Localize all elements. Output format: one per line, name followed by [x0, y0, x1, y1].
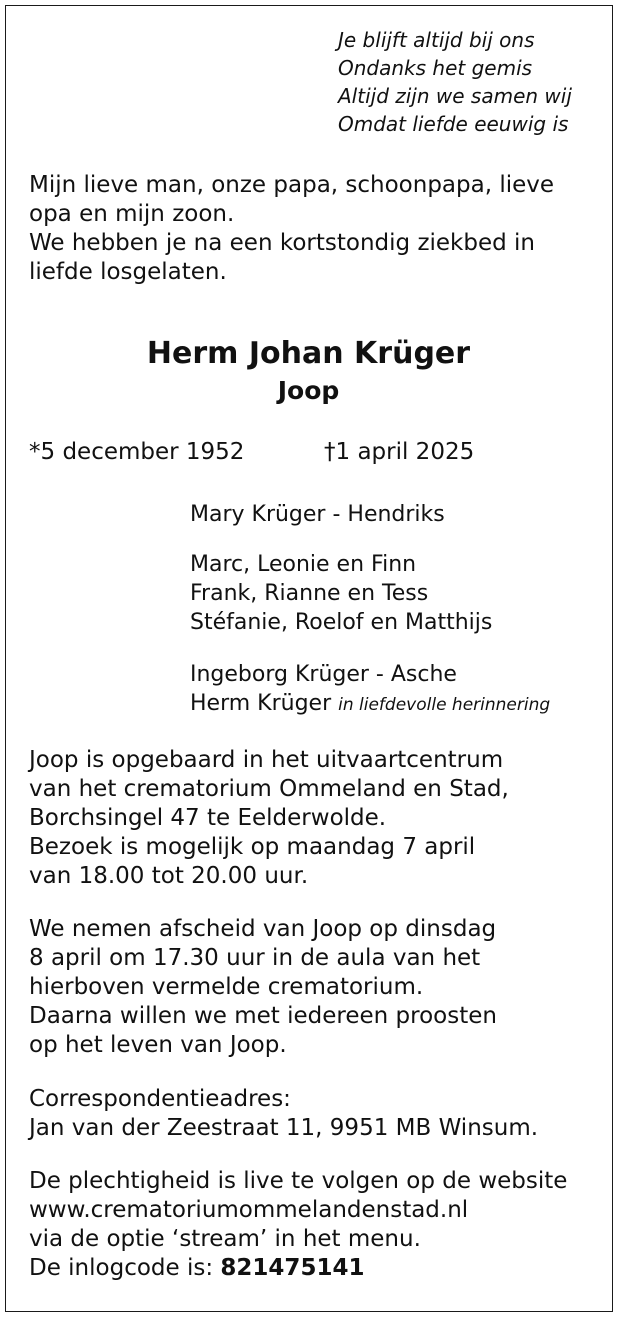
- death-date: †1 april 2025: [324, 439, 475, 465]
- correspondence-address: Jan van der Zeestraat 11, 9951 MB Winsum.: [29, 1115, 539, 1141]
- farewell-line: We nemen afscheid van Joop op dinsdag: [29, 916, 497, 942]
- parent-name: Ingeborg Krüger - Asche: [190, 662, 457, 687]
- viewing-line: Joop is opgebaard in het uitvaartcentrum: [29, 747, 504, 773]
- intro-line: We hebben je na een kortstondig ziekbed in: [29, 230, 535, 256]
- birth-date: *5 december 1952: [29, 439, 245, 465]
- parent-name: Herm Krüger: [190, 691, 332, 716]
- viewing-line: Borchsingel 47 te Eelderwolde.: [29, 805, 387, 831]
- login-line: [29, 1254, 567, 1283]
- farewell-line: 8 april om 17.30 uur in de aula van het: [29, 945, 481, 971]
- spouse-name: Mary Krüger - Hendriks: [190, 502, 445, 527]
- intro-text: [29, 171, 554, 287]
- parent-line: [190, 689, 550, 720]
- viewing-line: Bezoek is mogelijk op maandag 7 april: [29, 834, 476, 860]
- viewing-info: [29, 746, 509, 891]
- death-notice-card: [5, 5, 613, 1312]
- farewell-line: op het leven van Joop.: [29, 1032, 287, 1058]
- poem-line: Ondanks het gemis: [338, 56, 533, 80]
- poem-line: Altijd zijn we samen wij: [338, 84, 572, 108]
- poem-line: Omdat liefde eeuwig is: [338, 112, 569, 136]
- livestream-info: [29, 1167, 567, 1283]
- deceased-name: Herm Johan Krüger: [146, 336, 471, 371]
- memorial-note: in liefdevolle herinnering: [338, 695, 551, 715]
- deceased-nickname: Joop: [277, 376, 340, 405]
- poem-line: Je blijft altijd bij ons: [338, 28, 535, 52]
- viewing-line: van 18.00 tot 20.00 uur.: [29, 863, 309, 889]
- correspondence-info: [29, 1085, 538, 1143]
- correspondence-label: Correspondentieadres:: [29, 1086, 291, 1112]
- livestream-line: via de optie ‘stream’ in het menu.: [29, 1226, 421, 1252]
- viewing-line: van het crematorium Ommeland en Stad,: [29, 776, 509, 802]
- intro-line: Mijn lieve man, onze papa, schoonpapa, lieve: [29, 172, 555, 198]
- child-family: Stéfanie, Roelof en Matthijs: [190, 610, 493, 635]
- intro-line: opa en mijn zoon.: [29, 201, 235, 227]
- farewell-info: [29, 915, 497, 1060]
- child-family: Marc, Leonie en Finn: [190, 552, 417, 577]
- children-list: [190, 550, 492, 637]
- login-code: 821475141: [220, 1255, 365, 1281]
- parents-list: [190, 660, 550, 720]
- child-family: Frank, Rianne en Tess: [190, 581, 429, 606]
- poem: [338, 26, 572, 138]
- farewell-line: hierboven vermelde crematorium.: [29, 974, 424, 1000]
- farewell-line: Daarna willen we met iedereen proosten: [29, 1003, 497, 1029]
- login-label: De inlogcode is:: [29, 1255, 214, 1281]
- livestream-url: www.crematoriumommelandenstad.nl: [29, 1197, 469, 1223]
- livestream-line: De plechtigheid is live te volgen op de website: [29, 1168, 568, 1194]
- intro-line: liefde losgelaten.: [29, 259, 227, 285]
